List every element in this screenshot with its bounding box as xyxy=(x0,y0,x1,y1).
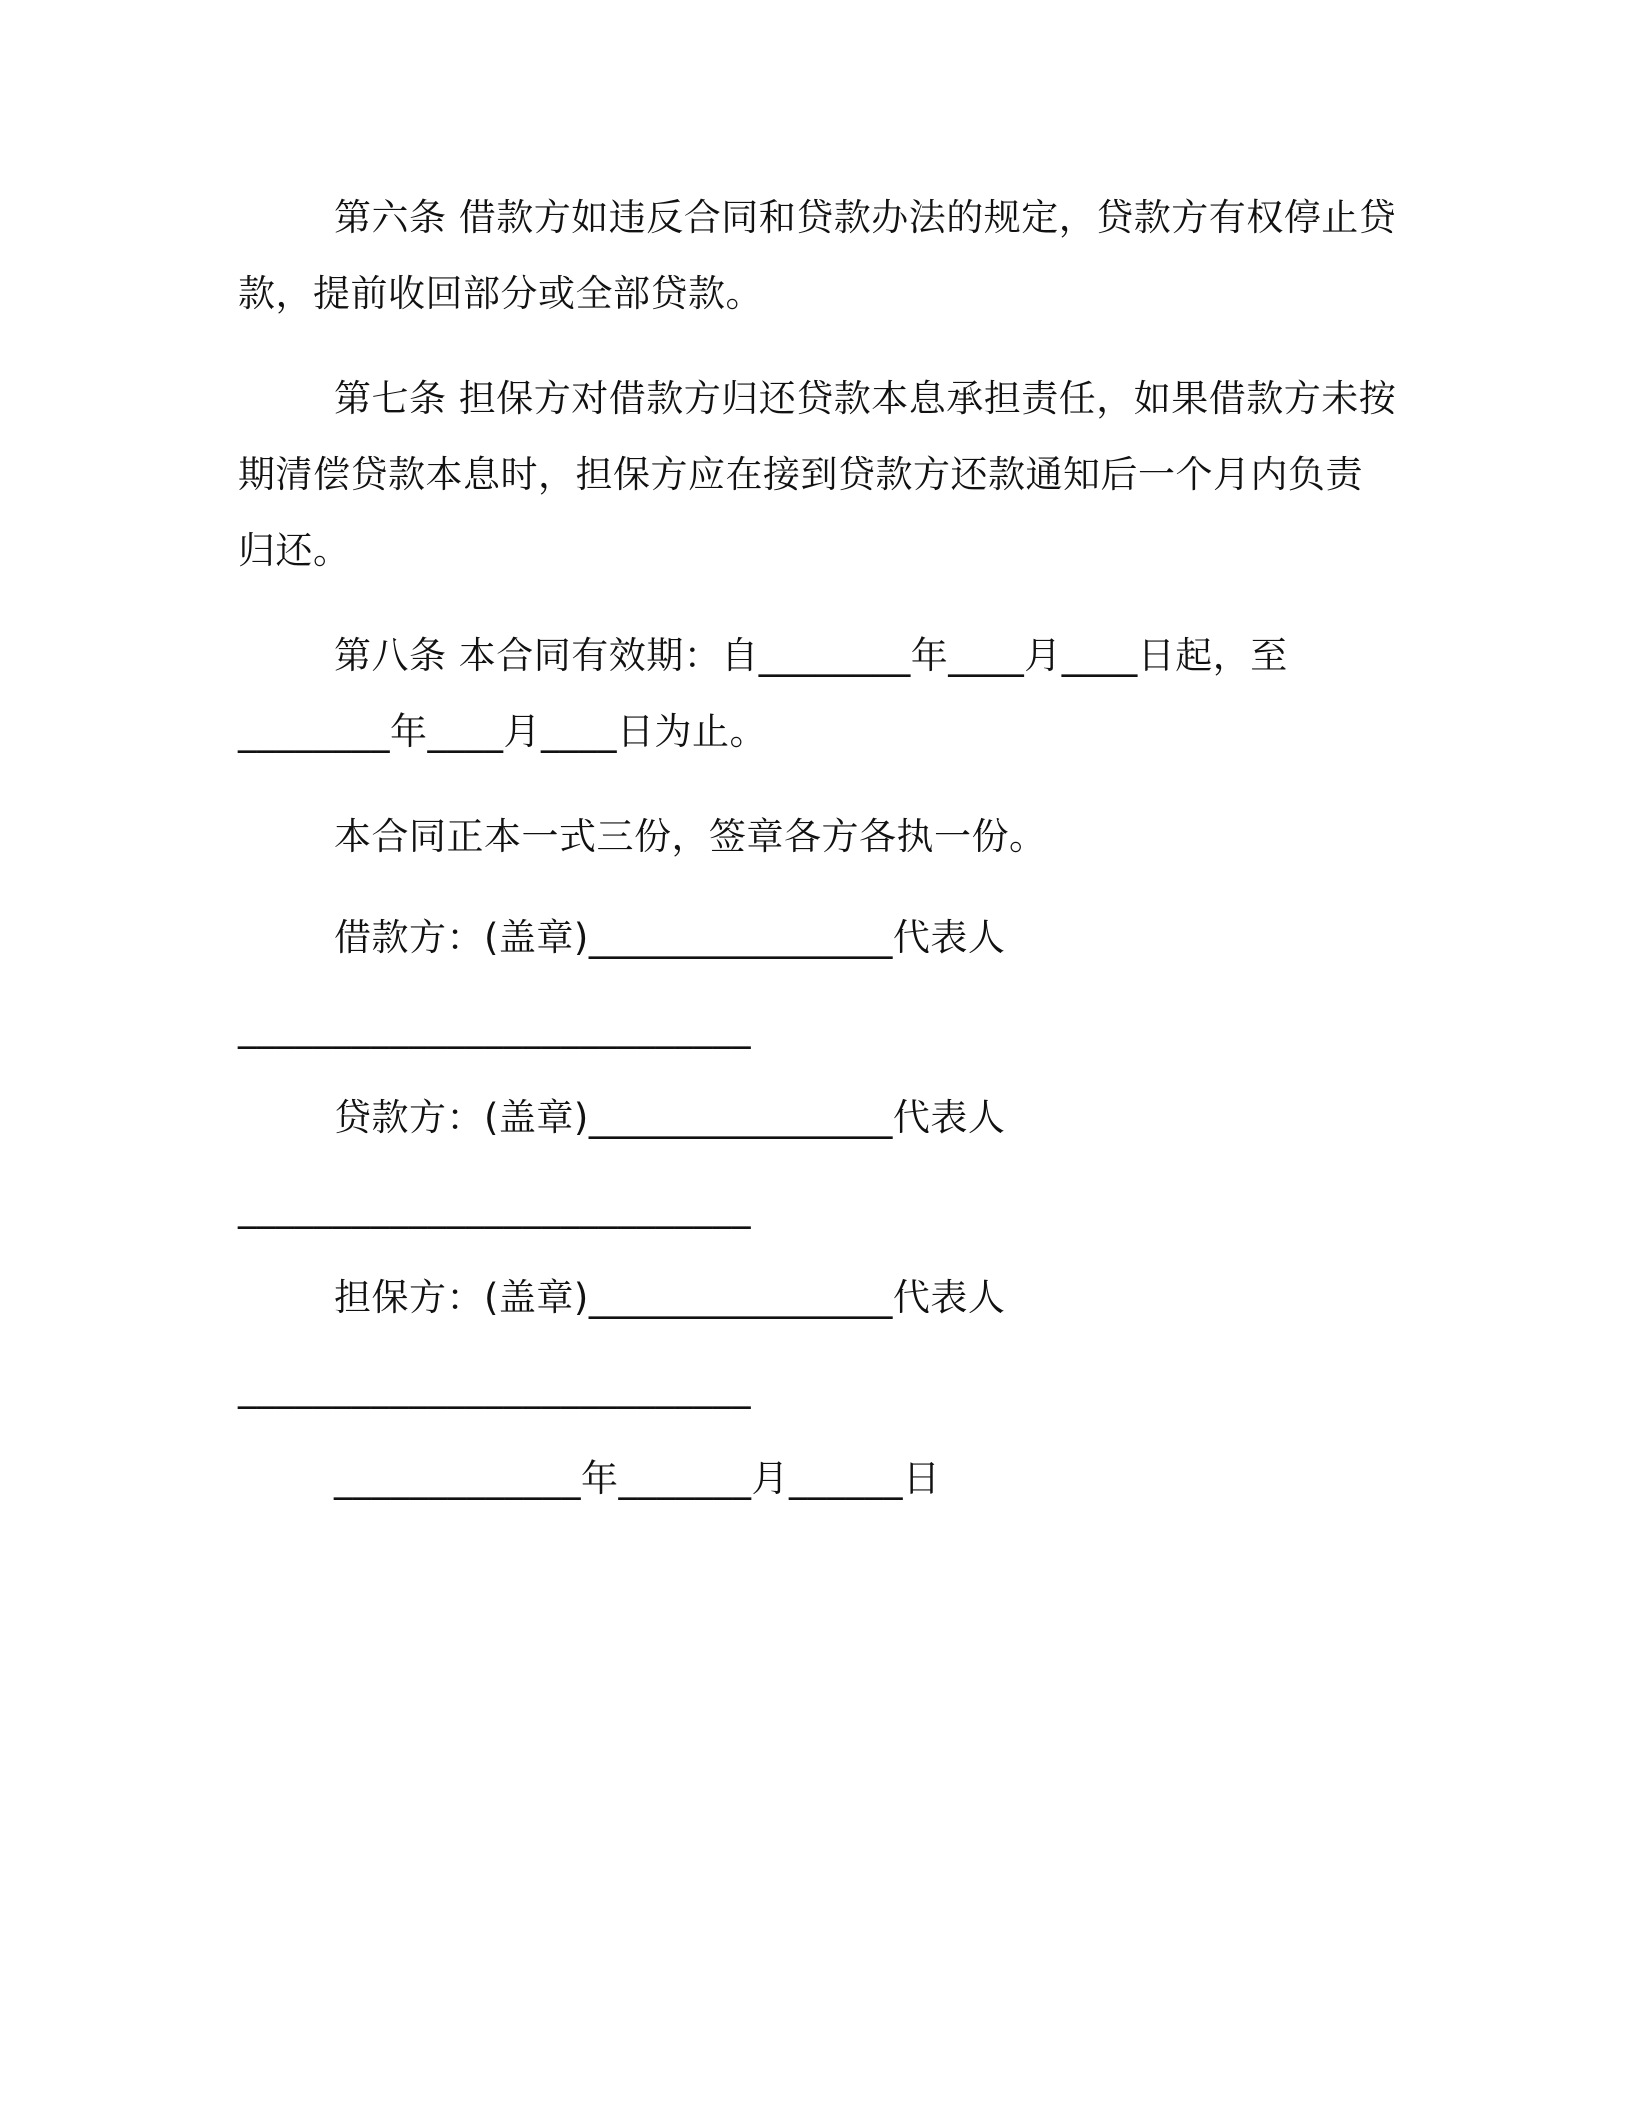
article-7-line-1: 第七条 担保方对借款方归还贷款本息承担责任，如果借款方未按 xyxy=(334,377,1397,420)
copies-statement: 本合同正本一式三份，签章各方各执一份。 xyxy=(334,815,1047,858)
article-8-line-2: ________年____月____日为止。 xyxy=(238,710,767,753)
borrower-signature-line: 借款方：(盖章)________________代表人 xyxy=(334,916,1006,959)
lender-signature-line: 贷款方：(盖章)________________代表人 xyxy=(334,1096,1006,1139)
guarantor-signature-line: 担保方：(盖章)________________代表人 xyxy=(334,1276,1006,1319)
lender-representative-blank: ___________________________ xyxy=(238,1186,751,1229)
article-7-line-2: 期清偿贷款本息时，担保方应在接到贷款方还款通知后一个月内负责 xyxy=(238,453,1363,496)
article-7-line-3: 归还。 xyxy=(238,529,351,572)
signing-date-line: _____________年_______月______日 xyxy=(334,1457,941,1500)
borrower-representative-blank: ___________________________ xyxy=(238,1006,751,1049)
guarantor-representative-blank: ___________________________ xyxy=(238,1366,751,1409)
article-8-line-1: 第八条 本合同有效期：自________年____月____日起，至 xyxy=(334,634,1288,677)
article-6-line-2: 款，提前收回部分或全部贷款。 xyxy=(238,272,763,315)
article-6-line-1: 第六条 借款方如违反合同和贷款办法的规定，贷款方有权停止贷 xyxy=(334,196,1397,239)
